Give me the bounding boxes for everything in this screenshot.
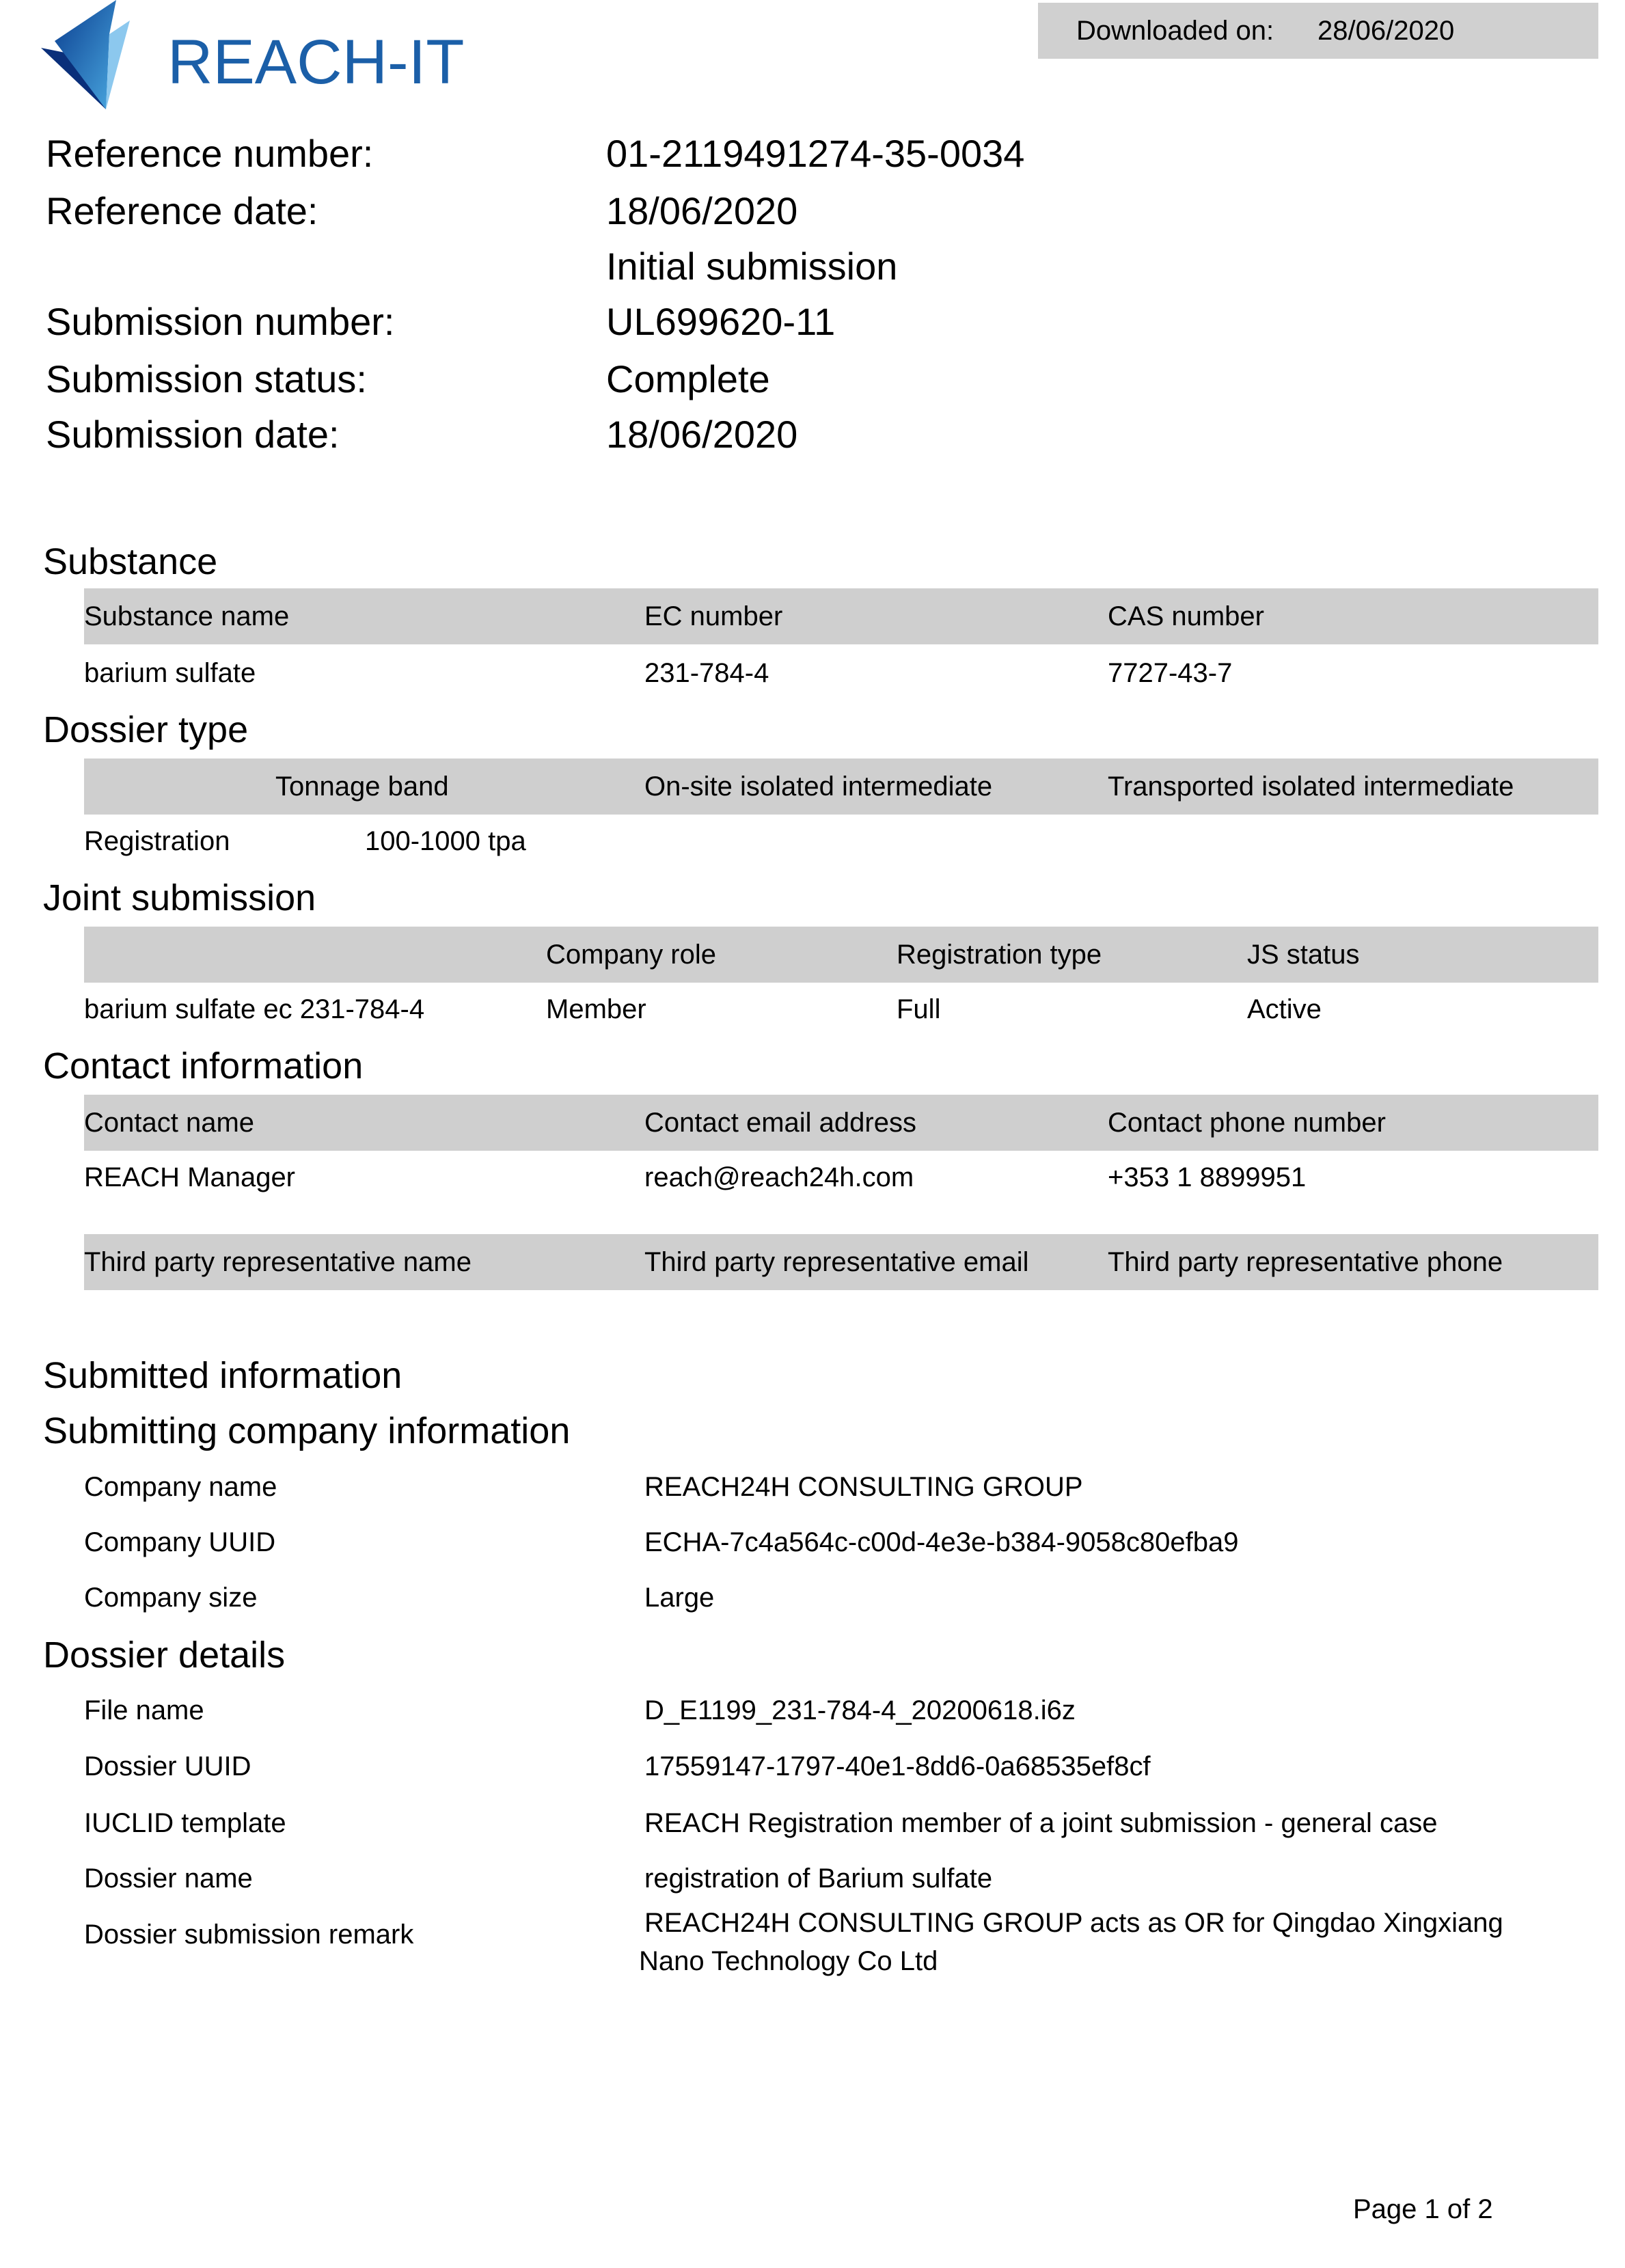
submitted-heading: Submitted information xyxy=(43,1355,402,1396)
contact-phone: +353 1 8899951 xyxy=(1108,1162,1307,1192)
col-header: Substance name xyxy=(84,601,290,631)
remark-label: Dossier submission remark xyxy=(84,1919,414,1950)
substance-header-bar xyxy=(84,588,1598,644)
submission-status-label: Submission status: xyxy=(46,357,367,400)
submission-date: 18/06/2020 xyxy=(606,413,798,456)
col-header: Registration type xyxy=(897,940,1102,970)
field-value: ECHA-7c4a564c-c00d-4e3e-b384-9058c80efba9 xyxy=(644,1527,1239,1557)
col-header: Contact email address xyxy=(644,1108,916,1138)
field-value: registration of Barium sulfate xyxy=(644,1863,993,1894)
col-header: Company role xyxy=(546,940,717,970)
page-number: Page 1 of 2 xyxy=(1353,2194,1493,2224)
table-cell: 7727-43-7 xyxy=(1108,658,1233,688)
contact-email: reach@reach24h.com xyxy=(644,1162,914,1192)
table-cell: barium sulfate ec 231-784-4 xyxy=(84,994,425,1024)
table-cell: Member xyxy=(546,994,646,1024)
field-value: 17559147-1797-40e1-8dd6-0a68535ef8cf xyxy=(644,1751,1151,1781)
field-value: Large xyxy=(644,1583,715,1613)
col-header: Third party representative email xyxy=(644,1247,1029,1277)
col-header: Third party representative name xyxy=(84,1247,472,1277)
field-label: Company UUID xyxy=(84,1527,276,1557)
svg-text:REACH-IT: REACH-IT xyxy=(167,27,465,97)
field-value: D_E1199_231-784-4_20200618.i6z xyxy=(644,1695,1076,1725)
dossier-details-heading: Dossier details xyxy=(43,1635,286,1676)
col-header: Third party representative phone xyxy=(1108,1247,1503,1277)
submission-kind: Initial submission xyxy=(606,245,898,288)
substance-heading: Substance xyxy=(43,541,218,582)
col-header: EC number xyxy=(644,601,783,631)
reference-number-label: Reference number: xyxy=(46,132,374,175)
table-cell: REACH Manager xyxy=(84,1162,296,1192)
submission-number: UL699620-11 xyxy=(606,300,836,343)
col-header: Transported isolated intermediate xyxy=(1108,771,1514,802)
reach-it-logo xyxy=(41,0,485,113)
submission-date-label: Submission date: xyxy=(46,413,340,456)
table-cell: Full xyxy=(897,994,941,1024)
table-cell: 100-1000 tpa xyxy=(365,826,526,856)
field-label: Company name xyxy=(84,1472,277,1502)
dossier-type-heading: Dossier type xyxy=(43,709,249,750)
reference-number: 01-2119491274-35-0034 xyxy=(606,132,1025,175)
field-value: REACH24H CONSULTING GROUP xyxy=(644,1472,1083,1502)
col-header: JS status xyxy=(1247,940,1360,970)
downloaded-label: Downloaded on: xyxy=(1076,16,1274,46)
col-header: Contact name xyxy=(84,1108,255,1138)
field-label: File name xyxy=(84,1695,204,1725)
field-value: REACH Registration member of a joint submission - general case xyxy=(644,1808,1438,1838)
submission-status: Complete xyxy=(606,357,770,400)
field-label: Dossier UUID xyxy=(84,1751,251,1781)
col-header: On-site isolated intermediate xyxy=(644,771,993,802)
remark-line-1: REACH24H CONSULTING GROUP acts as OR for Qingdao Xingxiang xyxy=(644,1908,1503,1938)
joint-submission-header-bar xyxy=(84,927,1598,983)
field-label: IUCLID template xyxy=(84,1808,286,1838)
downloaded-date: 28/06/2020 xyxy=(1317,16,1455,46)
joint-submission-heading: Joint submission xyxy=(43,877,316,918)
col-header: Contact phone number xyxy=(1108,1108,1386,1138)
table-cell: Active xyxy=(1247,994,1322,1024)
table-cell: barium sulfate xyxy=(84,658,256,688)
field-label: Company size xyxy=(84,1583,258,1613)
field-label: Dossier name xyxy=(84,1863,253,1894)
remark-line-2: Nano Technology Co Ltd xyxy=(639,1946,938,1976)
contact-heading: Contact information xyxy=(43,1046,364,1087)
col-header: CAS number xyxy=(1108,601,1264,631)
reference-date-label: Reference date: xyxy=(46,189,318,232)
table-cell: Registration xyxy=(84,826,230,856)
reference-date: 18/06/2020 xyxy=(606,189,798,232)
col-header: Tonnage band xyxy=(275,771,449,802)
submission-number-label: Submission number: xyxy=(46,300,395,343)
table-cell: 231-784-4 xyxy=(644,658,769,688)
company-heading: Submitting company information xyxy=(43,1410,571,1451)
